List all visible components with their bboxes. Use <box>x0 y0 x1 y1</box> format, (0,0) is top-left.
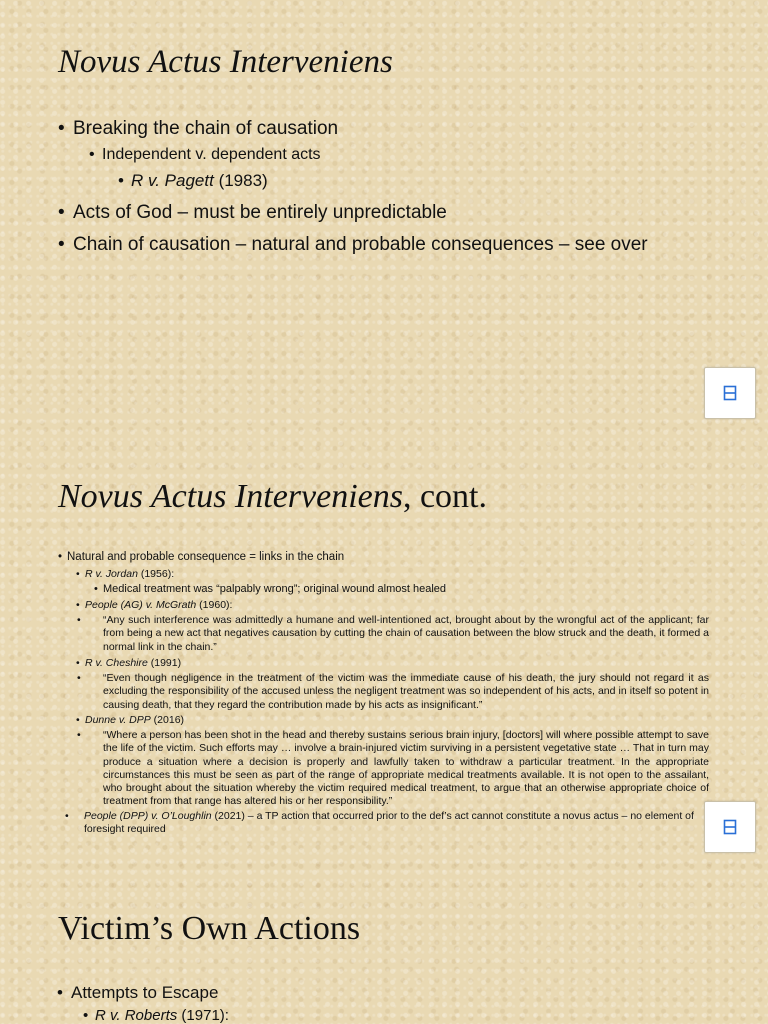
case-year: (1983) <box>213 171 268 190</box>
case-name: R v. Pagett <box>131 171 214 190</box>
case-year: (1956): <box>137 568 175 580</box>
slide-3-title: Victim’s Own Actions <box>58 910 361 947</box>
cheshire-quote: “Even though negligence in the treatment of the victim was the immediate cause of his death, the jury should not regard it as excluding the responsibility of the accused unless the negligent treatment was so independent of his acts, and in itself so potent in causing death, that they regard the contribution made by his acts as insignificant.” <box>103 672 709 711</box>
bullet-jordan-note: • Medical treatment was “palpably wrong”; original wound almost healed <box>103 583 446 595</box>
bullet-independent-dependent: • Independent v. dependent acts <box>102 146 321 164</box>
bullet-roberts <box>95 1007 229 1024</box>
quote-bullet: • <box>77 614 81 626</box>
case-name: R v. Jordan <box>85 568 138 580</box>
slide-1-title: Novus Actus Interveniens <box>58 44 393 80</box>
slide-2-title-italic: Novus Actus Interveniens <box>58 478 403 515</box>
bullet-breaking-chain: • Breaking the chain of causation <box>73 118 338 140</box>
quote-bullet: • <box>77 729 81 741</box>
case-year: (1960): <box>196 599 233 611</box>
case-year: (1991) <box>147 657 182 669</box>
bullet-acts-of-god: • Acts of God – must be entirely unpredictable <box>73 202 447 224</box>
bullet-natural-probable: • Natural and probable consequence = links in the chain <box>67 551 344 563</box>
slide-2-title-rest: , cont. <box>402 478 488 515</box>
case-year: (1971): <box>177 1007 229 1024</box>
mcgrath-quote: “Any such interference was admittedly a humane and well-intentioned act, brought about by the wrongful act of the applicant; far from being a new act that negatives causation by cutting the chain of causation between the blow struck and the death, it formed a normal link in the chain.” <box>103 614 709 653</box>
dunne-quote: “Where a person has been shot in the head and thereby sustains serious brain injury, [doctors] will where possible attempt to save the life of the victim. Such efforts may … involve a brain-injured victim surviving in a persistent vegetative state … That in turn may produce a situation where a decision is properly and lawfully taken to withdraw a particular treatment. In the appropriate circumstances this must be seen as part of the range of appropriate medical treatments available. It is not open to the assailant, who brought about the situation whereby the victim required medical treatment, to argue that an otherwise appropriate choice of treatment from that range has altered his or her responsibility.” <box>103 729 709 808</box>
oloughlin-bullet: • <box>65 810 69 822</box>
case-name: People (AG) v. McGrath <box>85 599 197 611</box>
case-name: Dunne v. DPP <box>85 714 151 726</box>
case-text: (2021) – a TP action that occurred prior to the def’s act cannot constitute a novus actus – no element of foresight required <box>84 810 694 836</box>
case-name: R v. Roberts <box>95 1007 178 1024</box>
case-year: (2016) <box>150 714 185 726</box>
bullet-attempts-escape: • Attempts to Escape <box>71 983 218 1003</box>
bullet-chain-of-causation: • Chain of causation – natural and probable consequences – see over <box>73 234 648 256</box>
case-name: People (DPP) v. O’Loughlin <box>84 810 212 822</box>
quote-bullet: • <box>77 672 81 684</box>
case-name: R v. Cheshire <box>85 657 148 669</box>
